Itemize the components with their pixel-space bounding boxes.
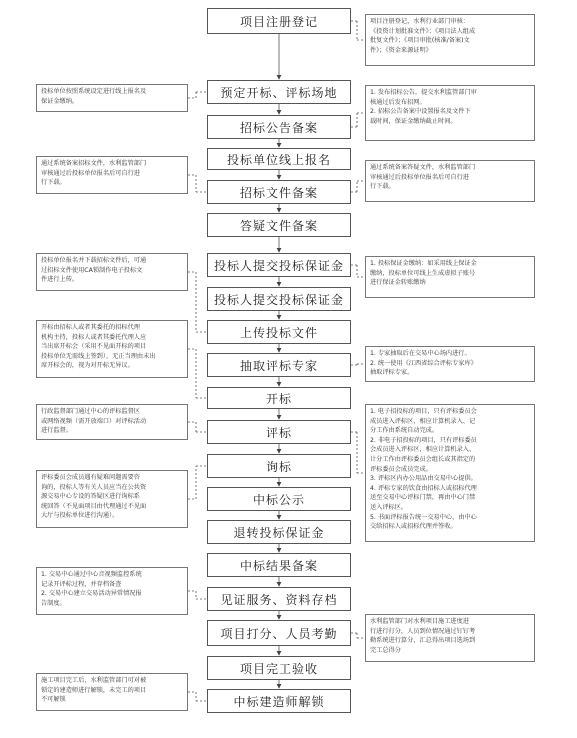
note-ca-lock: 投标单位报名并下载招标文件后，可通 过招标文件使用CA锁制作电子投标文 件进行上传。 bbox=[36, 253, 188, 291]
step-witness-archive: 见证服务、资料存档 bbox=[207, 587, 351, 611]
note-clarification-doc: 通过系统备案答疑文件，水利监管部门 审核通过后投标单位报名后可自行进 行下载。 bbox=[365, 160, 535, 202]
step-winner-publicity: 中标公示 bbox=[207, 487, 351, 511]
note-experts: 1. 专家抽取后在交易中心场内进行。 2. 统一使用《江西省综合评标专家库》 抽取评标专家。 bbox=[365, 346, 535, 382]
step-bid-evaluation: 评标 bbox=[207, 420, 351, 444]
step-project-register: 项目注册登记 bbox=[207, 8, 351, 34]
step-online-signup: 投标单位线上报名 bbox=[207, 148, 351, 170]
note-deposit: 1. 投标保证金缴纳：如采用线上保证金 缴纳，投标单位可线上生成虚拟子账号 进行保证金转账缴纳 bbox=[365, 256, 535, 298]
step-announcement-filing: 招标公告备案 bbox=[207, 115, 351, 139]
note-online-signup: 投标单位按照系统设定进行线上报名及 保证金缴纳。 bbox=[36, 84, 188, 112]
step-submit-deposit-1: 投标人提交投标保证金 bbox=[207, 253, 351, 277]
step-result-filing: 中标结果备案 bbox=[207, 553, 351, 577]
step-draw-experts: 抽取评标专家 bbox=[207, 353, 351, 377]
note-inquiry: 评标委员会成员遇有疑难问题需要咨 询的，投标人等有关人员应当在公共资 源交易中心专设的答疑区进行询标系 统回答（不见面项目由代理通过不见面 大厅与投标单位进行沟通）。 bbox=[36, 470, 188, 528]
note-evaluation: 1. 电子招投标的项目，只有评标委员会 成员进入评标区，相应计算机录入、记 分工作由系统自动完成。 2. 非电子招投标的项目，只有评标委员 会成员进入评标区，相应计算机录入、 计分工作由评标委员会组长或其指定的 评标委员会成员完成。 3. 评标区内办公用品由交易中心提供。 4. 评标专家的饮食由招标人或招标代理 送至交易中心评标门禁，再由中心门禁 送入评标区。 5. 书面评标报告统一交易中心，由中心 交给招标人或招标代理并签收。 bbox=[365, 404, 535, 542]
note-bid-opening: 开标由招标人或者其委托的招标代理 机构主持，投标人或者其委托代理人应 当出席开标会（采用不见面开标的项目 投标单位无需线上签到），无正当理由未出 席开标会的，视为对开标无异议。 bbox=[36, 320, 188, 378]
note-unlock: 施工项目完工后，水利监管部门可对被 锁定的建造师进行解锁，未完工的项目 不可解锁 bbox=[36, 673, 188, 711]
note-announcement: 1. 发布招标公告，提交水利监管部门审 核通过后发布招网。 2. 招标公告备案中设置报名及文件下 载时间，保证金缴纳截止时间。 bbox=[365, 85, 535, 141]
note-register-review: 项目注册登记，水利行业部门审核： 《投资计划批准文件》；《项目法人组成 批复文件》；《项目审批(核准/备案)文 件》；《资金来源证明》 bbox=[365, 14, 535, 66]
step-unlock-constructor: 中标建造师解锁 bbox=[207, 689, 351, 713]
note-attendance: 水利监管部门对水利项目施工进度进 行进行打分，人员到位情况通过钉钉考 勤系统进行算分，汇总得出项目选场到 完工总得分 bbox=[365, 614, 535, 662]
step-submit-deposit-2: 投标人提交投标保证金 bbox=[207, 287, 351, 311]
note-tender-doc: 通过系统备案招标文件，水利监管部门 审核通过后投标单位报名后可自行进 行下载。 bbox=[36, 156, 188, 194]
note-archive: 1. 交易中心通过中心音视频监控系统 记录开评标过程，并存档备查 2. 交易中心建立交易活动异常情况报 告制度。 bbox=[36, 567, 188, 615]
step-scoring-attendance: 项目打分、人员考勤 bbox=[207, 620, 351, 646]
step-clarification-filing: 答疑文件备案 bbox=[207, 213, 351, 237]
step-book-venue: 预定开标、评标场地 bbox=[207, 80, 351, 104]
step-bid-opening: 开标 bbox=[207, 387, 351, 409]
note-supervision: 行政监督部门通过中心的评标监督区 或网络视频（需开放端口）对评标活动 进行监督。 bbox=[36, 404, 188, 440]
step-bid-inquiry: 询标 bbox=[207, 454, 351, 478]
step-refund-deposit: 退转投标保证金 bbox=[207, 520, 351, 544]
step-upload-bid: 上传投标文件 bbox=[207, 320, 351, 344]
step-completion-acceptance: 项目完工验收 bbox=[207, 656, 351, 680]
step-tender-doc-filing: 招标文件备案 bbox=[207, 180, 351, 204]
